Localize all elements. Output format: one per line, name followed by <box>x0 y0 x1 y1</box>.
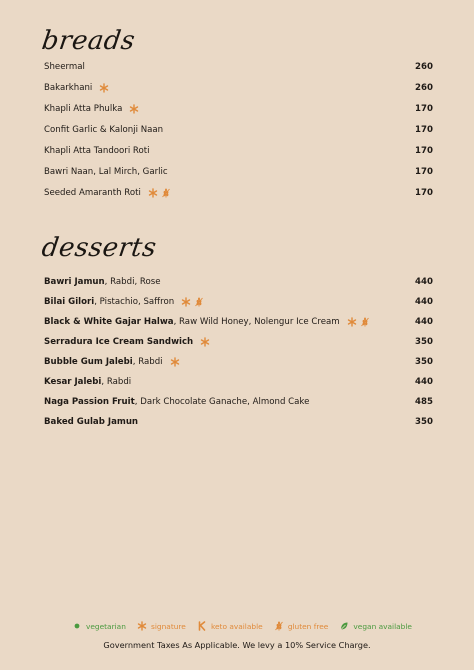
legend-signature-label: signature <box>151 621 186 631</box>
item-name: Black & White Gajar Halwa <box>44 317 174 327</box>
item-name: Confit Garlic & Kalonji Naan <box>44 125 164 135</box>
desserts-item <box>44 396 433 408</box>
breads-item <box>44 124 433 136</box>
breads-item <box>44 103 433 115</box>
item-text <box>44 166 168 178</box>
vegetarian-dot-icon <box>72 620 82 632</box>
item-description: , Pistachio, Saffron <box>94 297 175 307</box>
item-text <box>44 187 171 199</box>
breads-item <box>44 145 433 157</box>
item-name: Seeded Amaranth Roti <box>44 188 141 198</box>
legend-vegan <box>339 620 412 632</box>
item-price: 260 <box>415 62 433 72</box>
item-text <box>44 124 163 136</box>
footer-note: Government Taxes As Applicable. We levy a 10% Service Charge. <box>103 640 371 650</box>
item-price: 485 <box>415 397 433 407</box>
item-name: Bakarkhani <box>44 83 93 93</box>
legend-vegetarian-label: vegetarian <box>86 621 126 631</box>
item-dietary-icons <box>99 82 109 94</box>
desserts-item <box>44 276 433 288</box>
item-price: 440 <box>415 277 433 287</box>
item-price: 350 <box>415 337 433 347</box>
item-price: 440 <box>415 377 433 387</box>
gluten-free-icon <box>161 187 171 199</box>
item-name: Bubble Gum Jalebi <box>44 357 133 367</box>
item-price: 170 <box>415 146 433 156</box>
legend-keto-label: keto available <box>210 621 263 631</box>
item-text <box>44 356 180 368</box>
legend-keto <box>197 620 263 632</box>
item-name: Bilai Gilori <box>44 297 95 307</box>
item-text <box>44 316 370 328</box>
desserts-item <box>44 296 433 308</box>
item-name: Bawri Naan, Lal Mirch, Garlic <box>44 167 168 177</box>
breads-item <box>44 187 433 199</box>
legend-signature <box>137 620 186 632</box>
desserts-item <box>44 316 433 328</box>
dietary-legend <box>72 620 412 632</box>
item-price: 170 <box>415 188 433 198</box>
desserts-item <box>44 336 433 348</box>
item-text <box>44 61 85 73</box>
desserts-item <box>44 356 433 368</box>
gluten-free-icon <box>360 316 370 328</box>
item-dietary-icons <box>129 103 139 115</box>
desserts-heading: desserts <box>39 233 159 263</box>
item-name: Khapli Atta Phulka <box>44 104 123 114</box>
legend-vegan-label: vegan available <box>353 621 412 631</box>
item-price: 350 <box>415 357 433 367</box>
item-price: 350 <box>415 417 433 427</box>
item-price: 170 <box>415 125 433 135</box>
item-name: Kesar Jalebi <box>44 377 102 387</box>
vegan-leaf-icon <box>339 620 349 632</box>
item-price: 440 <box>415 297 433 307</box>
breads-item <box>44 61 433 73</box>
gluten-free-icon <box>274 620 284 632</box>
keto-icon <box>197 620 207 632</box>
item-dietary-icons <box>170 356 180 368</box>
item-text <box>44 336 210 348</box>
item-text <box>44 376 131 388</box>
signature-icon <box>170 356 180 368</box>
item-description: , Rabdi <box>132 357 163 367</box>
legend-gluten-free <box>274 620 328 632</box>
item-name: Serradura Ice Cream Sandwich <box>44 337 194 347</box>
signature-icon <box>99 82 109 94</box>
item-text <box>44 416 138 428</box>
signature-icon <box>200 336 210 348</box>
item-name: Baked Gulab Jamun <box>44 417 139 427</box>
item-text <box>44 276 161 288</box>
item-dietary-icons <box>148 187 171 199</box>
signature-icon <box>137 620 147 632</box>
breads-item <box>44 166 433 178</box>
item-price: 170 <box>415 167 433 177</box>
item-description: , Rabdi, Rose <box>104 277 161 287</box>
signature-icon <box>347 316 357 328</box>
item-dietary-icons <box>347 316 370 328</box>
item-description: , Rabdi <box>101 377 132 387</box>
item-text <box>44 82 109 94</box>
signature-icon <box>129 103 139 115</box>
item-price: 440 <box>415 317 433 327</box>
item-price: 260 <box>415 83 433 93</box>
item-description: , Raw Wild Honey, Nolengur Ice Cream <box>173 317 340 327</box>
legend-vegetarian <box>72 620 126 632</box>
desserts-item <box>44 376 433 388</box>
legend-gluten-free-label: gluten free <box>287 621 329 631</box>
item-description: , Dark Chocolate Ganache, Almond Cake <box>134 397 310 407</box>
item-text <box>44 296 204 308</box>
breads-item <box>44 82 433 94</box>
signature-icon <box>148 187 158 199</box>
item-price: 170 <box>415 104 433 114</box>
signature-icon <box>181 296 191 308</box>
item-text <box>44 103 139 115</box>
item-text <box>44 145 150 157</box>
item-name: Naga Passion Fruit <box>44 397 135 407</box>
breads-heading: breads <box>39 26 138 56</box>
item-dietary-icons <box>181 296 204 308</box>
item-dietary-icons <box>200 336 210 348</box>
desserts-item <box>44 416 433 428</box>
item-name: Sheermal <box>44 62 85 72</box>
item-text <box>44 396 309 408</box>
item-name: Khapli Atta Tandoori Roti <box>44 146 150 156</box>
gluten-free-icon <box>194 296 204 308</box>
item-name: Bawri Jamun <box>44 277 105 287</box>
